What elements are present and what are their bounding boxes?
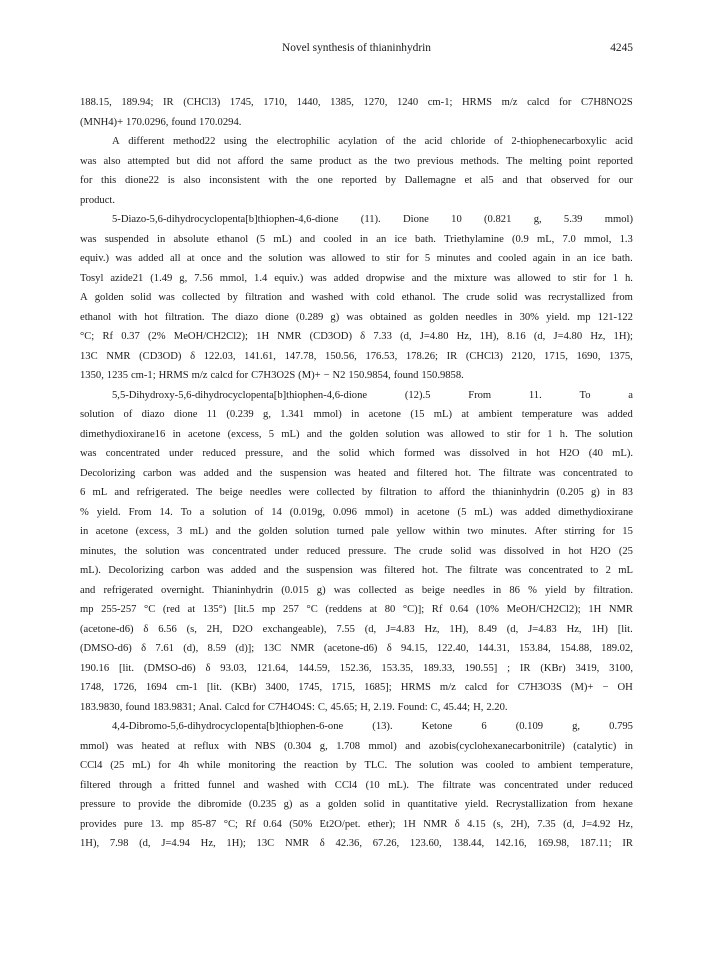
- running-title: Novel synthesis of thianinhydrin: [281, 42, 431, 54]
- text-line: was also attempted but did not afford the same product as the two previous methods. The melting point reported: [80, 155, 633, 167]
- text-line: and refrigerated overnight. Thianinhydrin (0.015 g) was collected as beige needles in 86 % yield by filtration.: [80, 584, 633, 596]
- text-line: CCl4 (25 mL) for 4h while monitoring the reaction by TLC. The solution was cooled to ambient temperature,: [80, 760, 633, 771]
- paragraph: [80, 386, 633, 718]
- text-line: pressure to provide the dibromide (0.235 g) as a golden solid in quantitative yield. Recrystallization from hexane: [80, 799, 633, 810]
- text-line: mp 255-257 °C (red at 135°) [lit.5 mp 257 °C (reddens at 80 °C)]; Rf 0.64 (10% MeOH/CH2Cl2); 1H NMR: [80, 604, 633, 615]
- text-line: 6 mL and refrigerated. The beige needles were collected by filtration to afford the thianinhydrin (0.205 g) in 83: [80, 487, 633, 498]
- text-line: minutes, the solution was concentrated under reduced pressure. The crude solid was dissolved in hot H2O (25: [80, 545, 633, 557]
- text-line: for this dione22 is also inconsistent with the one reported by Dallemagne et al5 and that observed for our: [80, 175, 633, 186]
- text-line: °C; Rf 0.37 (2% MeOH/CH2Cl2); 1H NMR (CD3OD) δ 7.33 (d, J=4.80 Hz, 1H), 8.16 (d, J=4.80 Hz, 1H);: [80, 331, 633, 342]
- text-line: mmol) was heated at reflux with NBS (0.304 g, 1.708 mmol) and azobis(cyclohexanecarbonitrile) (catalytic) in: [80, 740, 633, 752]
- article-body: [80, 93, 633, 854]
- paragraph: [80, 132, 633, 210]
- text-line: Tosyl azide21 (1.49 g, 7.56 mmol, 1.4 equiv.) was added dropwise and the mixture was allowed to stir for 1 h.: [80, 272, 633, 284]
- text-line: (MNH4)+ 170.0296, found 170.0294.: [80, 116, 242, 128]
- paragraph: [80, 717, 633, 854]
- text-line: 5,5-Dihydroxy-5,6-dihydrocyclopenta[b]thiophen-4,6-dione (12).5 From 11. To a: [112, 389, 633, 401]
- page-number: 4245: [610, 42, 633, 54]
- text-line: 1H), 7.98 (d, J=4.94 Hz, 1H); 13C NMR δ 42.36, 67.26, 123.60, 138.44, 142.16, 169.98, 187.11; IR: [80, 838, 633, 849]
- text-line: 5-Diazo-5,6-dihydrocyclopenta[b]thiophen-4,6-dione (11). Dione 10 (0.821 g, 5.39 mmol): [112, 214, 633, 225]
- text-line: was concentrated under reduced pressure, and the solid which formed was dissolved in hot H2O (40 mL).: [80, 448, 633, 459]
- text-line: equiv.) was added all at once and the solution was allowed to stir for 5 minutes and cooled again in an ice bath.: [80, 253, 633, 264]
- text-line: filtered through a fritted funnel and washed with CCl4 (10 mL). The filtrate was concentrated under reduced: [80, 779, 633, 791]
- text-line: 183.9830, found 183.9831; Anal. Calcd for C7H4O4S: C, 45.65; H, 2.19. Found: C, 45.44; H, 2.20.: [80, 701, 508, 713]
- text-line: product.: [80, 194, 116, 206]
- text-line: 190.16 [lit. (DMSO-d6) δ 93.03, 121.64, 144.59, 152.36, 153.35, 189.33, 190.55] ; IR (KBr) 3419, 3100,: [80, 662, 633, 674]
- text-line: provides pure 13. mp 85-87 °C; Rf 0.64 (50% Et2O/pet. ether); 1H NMR δ 4.15 (s, 2H), 7.35 (d, J=4.92 Hz,: [80, 818, 633, 830]
- paragraph: [80, 210, 633, 386]
- text-line: Decolorizing carbon was added and the suspension was heated and filtered hot. The filtrate was concentrated to: [80, 467, 633, 479]
- text-line: was suspended in absolute ethanol (5 mL) and cooled in an ice bath. Triethylamine (0.9 mL, 7.0 mmol, 1.3: [80, 233, 633, 245]
- text-line: in acetone (excess, 3 mL) and the golden solution turned pale yellow within two minutes. After stirring for 15: [80, 526, 633, 537]
- text-line: 1748, 1726, 1694 cm-1 [lit. (KBr) 3400, 1745, 1715, 1685]; HRMS m/z calcd for C7H3O3S (M)+ − OH: [80, 682, 633, 693]
- text-line: 1350, 1235 cm-1; HRMS m/z calcd for C7H3O2S (M)+ − N2 150.9854, found 150.9858.: [80, 370, 464, 381]
- text-line: 4,4-Dibromo-5,6-dihydrocyclopenta[b]thiophen-6-one (13). Ketone 6 (0.109 g, 0.795: [112, 721, 633, 732]
- text-line: (DMSO-d6) δ 7.61 (d), 8.59 (d)]; 13C NMR (acetone-d6) δ 94.15, 122.40, 144.31, 153.84, 154.88, 189.02,: [80, 643, 633, 654]
- paragraph: [80, 93, 633, 132]
- text-line: solution of diazo dione 11 (0.239 g, 1.341 mmol) in acetone (15 mL) at ambient temperature was added: [80, 409, 633, 420]
- page-header: [80, 42, 633, 58]
- text-line: % yield. From 14. To a solution of 14 (0.019g, 0.096 mmol) in acetone (5 mL) was added dimethydioxirane: [80, 506, 633, 518]
- text-line: A golden solid was collected by filtration and washed with cold ethanol. The crude solid was recrystallized from: [80, 292, 633, 303]
- text-line: ethanol with hot filtration. The diazo dione (0.289 g) was obtained as golden needles in 30% yield. mp 121-122: [80, 311, 633, 323]
- text-line: A different method22 using the electrophilic acylation of the acid chloride of 2-thiophenecarboxylic acid: [112, 136, 633, 147]
- text-line: mL). Decolorizing carbon was added and the suspension was filtered hot. The filtrate was concentrated to 2 mL: [80, 565, 633, 576]
- text-line: (acetone-d6) δ 6.56 (s, 2H, D2O exchangeable), 7.55 (d, J=4.83 Hz, 1H), 8.49 (d, J=4.83 Hz, 1H) [lit.: [80, 623, 633, 635]
- text-line: dimethydioxirane16 in acetone (excess, 5 mL) and the golden solution was allowed to stir for 1 h. The solution: [80, 428, 633, 440]
- text-line: 13C NMR (CD3OD) δ 122.03, 141.61, 147.78, 150.56, 176.53, 178.26; IR (CHCl3) 2120, 1715, 1690, 1375,: [80, 350, 633, 362]
- text-line: 188.15, 189.94; IR (CHCl3) 1745, 1710, 1440, 1385, 1270, 1240 cm-1; HRMS m/z calcd for C7H8NO2S: [80, 97, 633, 108]
